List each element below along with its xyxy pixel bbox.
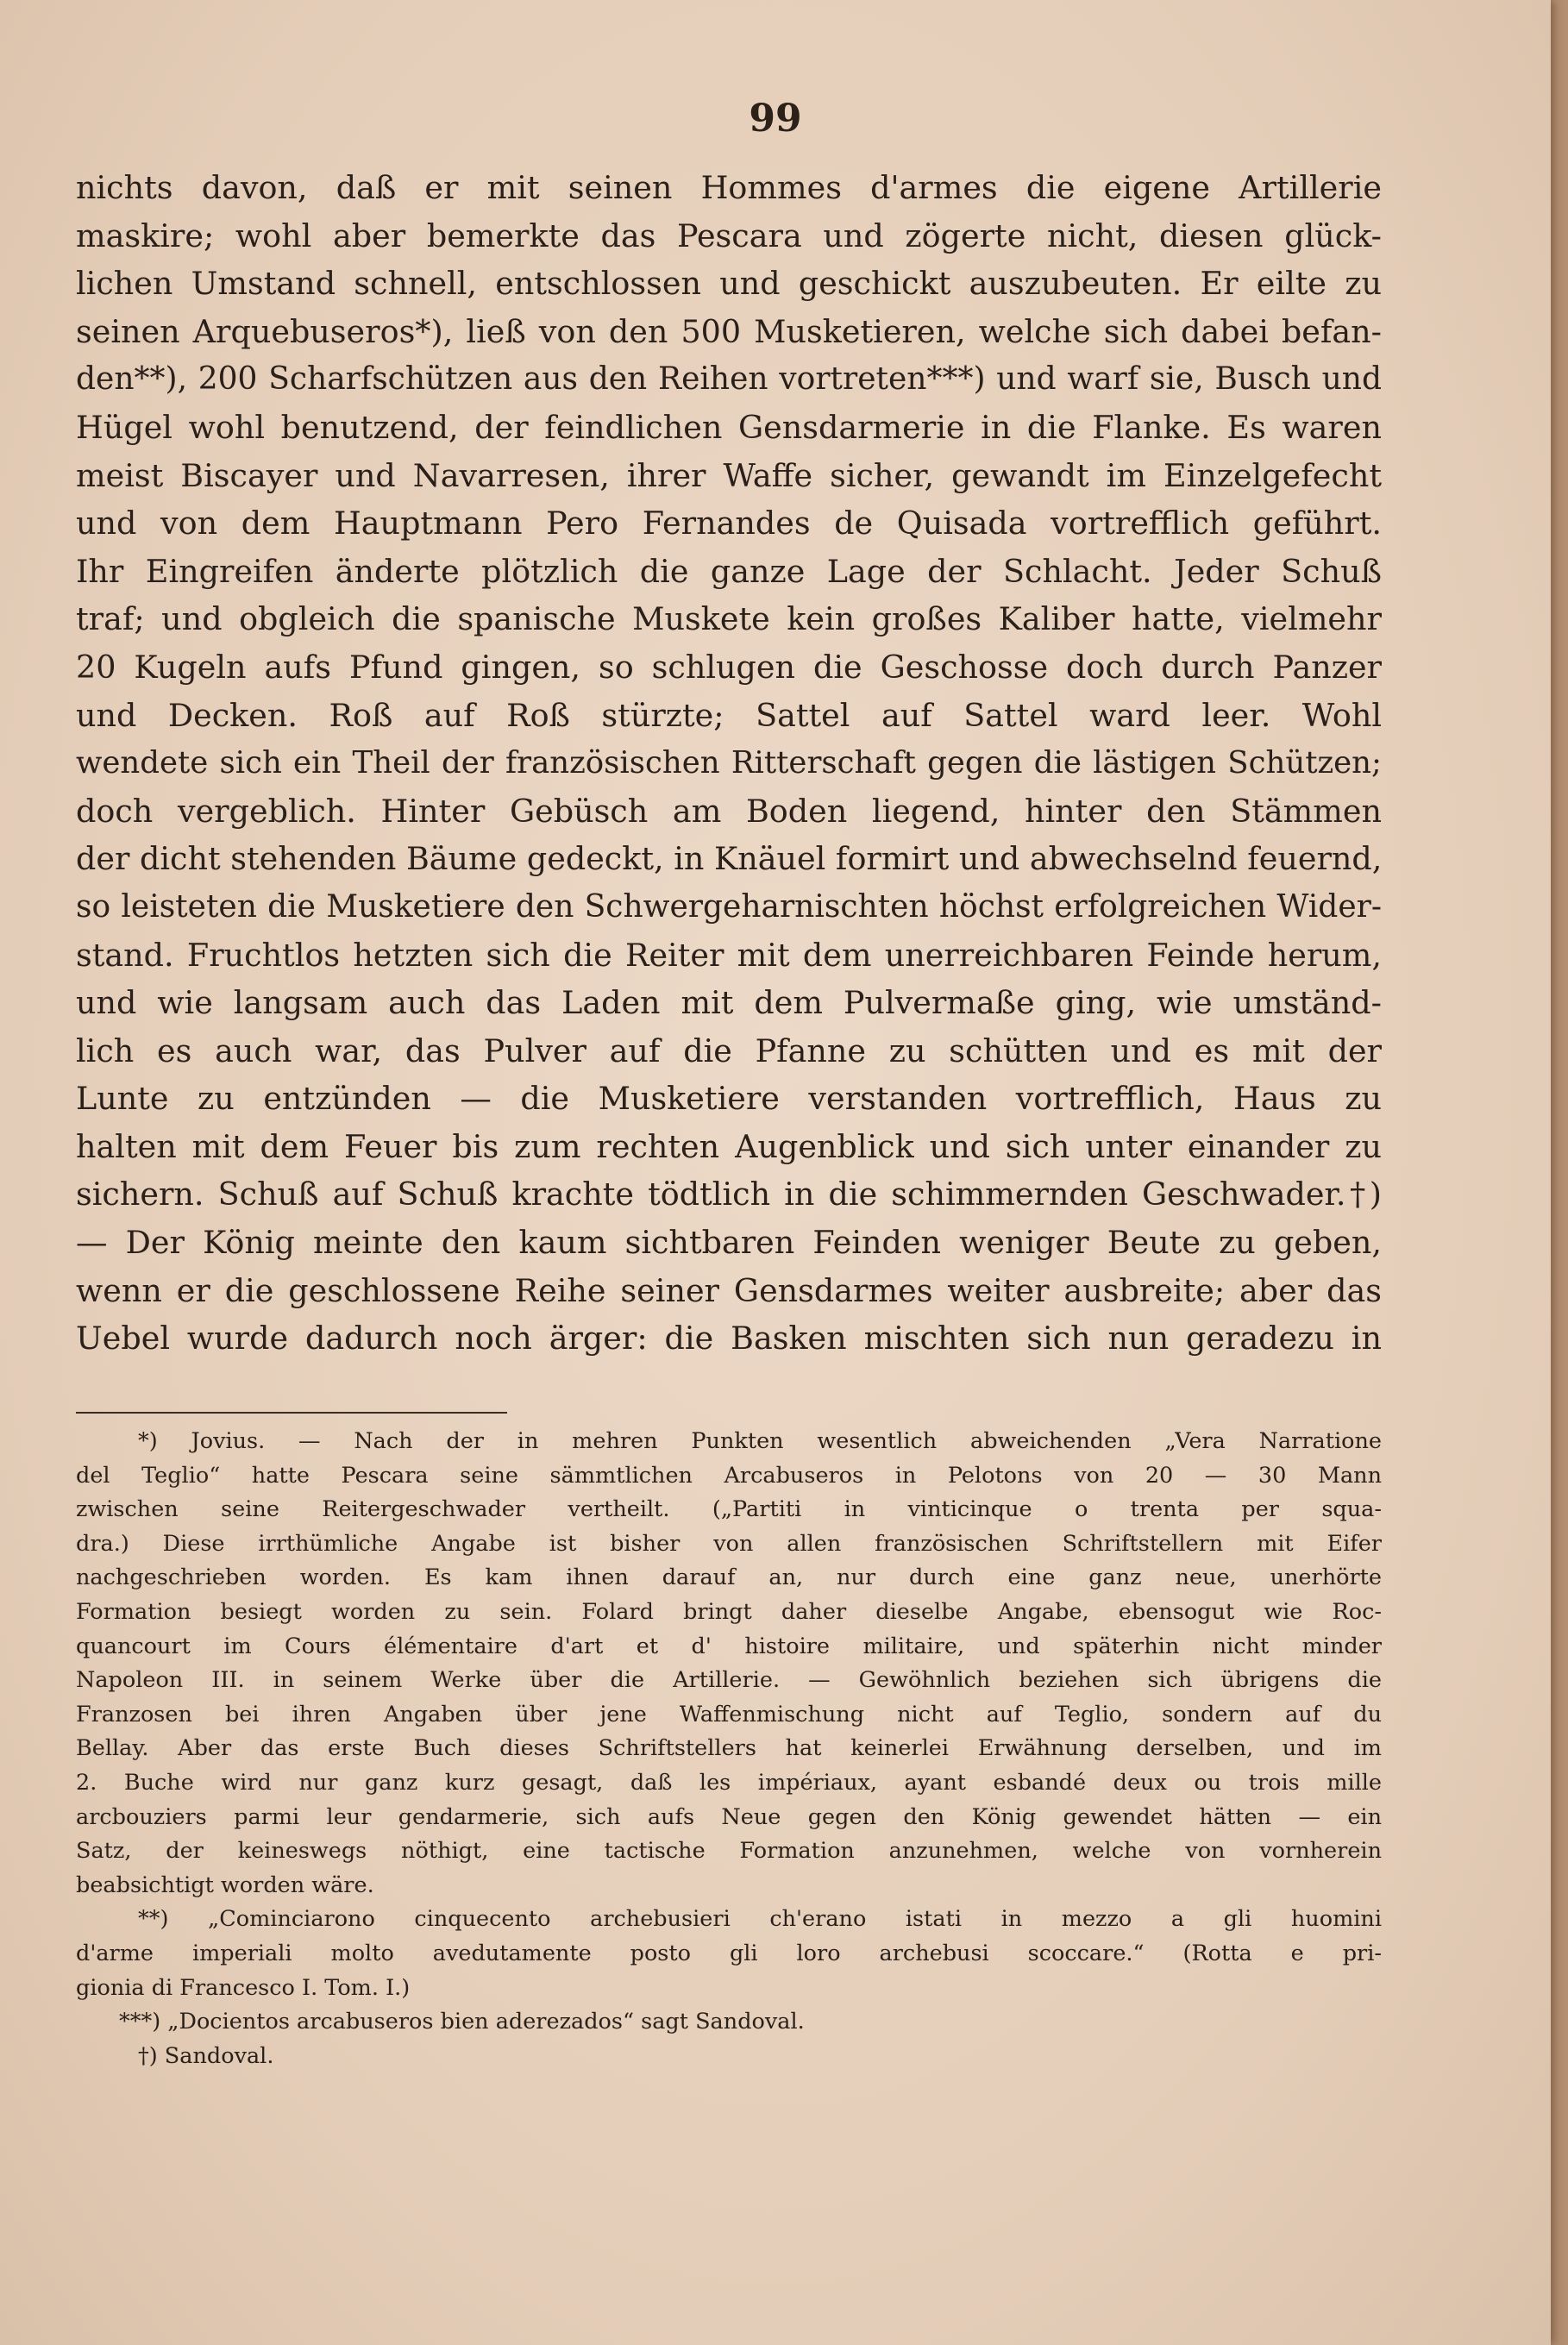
text-line: halten mit dem Feuer bis zum rechten Augenblick und sich unter einander zu bbox=[76, 1127, 1382, 1165]
footnotes bbox=[76, 1425, 1382, 2073]
text-line: der dicht stehenden Bäume gedeckt, in Knäuel formirt und abwechselnd feuernd, bbox=[76, 840, 1382, 878]
text-line: doch vergeblich. Hinter Gebüsch am Boden liegend, hinter den Stämmen bbox=[76, 792, 1382, 830]
text-line: sichern. Schuß auf Schuß krachte tödtlich in die schimmernden Geschwader.†) bbox=[76, 1176, 1382, 1213]
footnote-line: del Teglio“ hatte Pescara seine sämmtlichen Arcabuseros in Pelotons von 20 — 30 Mann bbox=[76, 1462, 1382, 1489]
footnote-line: quancourt im Cours élémentaire d'art et d' histoire militaire, und späterhin nicht minder bbox=[76, 1633, 1382, 1659]
footnote-line: ***) „Docientos arcabuseros bien aderezados“ sagt Sandoval. bbox=[119, 2009, 805, 2035]
footnote-line: †) Sandoval. bbox=[138, 2042, 274, 2069]
text-line: und wie langsam auch das Laden mit dem Pulvermaße ging, wie umständ- bbox=[76, 984, 1382, 1022]
footnote-line: **) „Cominciarono cinquecento archebusieri ch'erano istati in mezzo a gli huomini bbox=[138, 1906, 1382, 1933]
text-line: traf; und obgleich die spanische Muskete kein großes Kaliber hatte, vielmehr bbox=[76, 600, 1382, 638]
text-line: wendete sich ein Theil der französischen Ritterschaft gegen die lästigen Schützen; bbox=[76, 745, 1382, 781]
text-line: seinen Arquebuseros*), ließ von den 500 Musketieren, welche sich dabei befan- bbox=[76, 312, 1382, 350]
text-line: Lunte zu entzünden — die Musketiere verstanden vortrefflich, Haus zu bbox=[76, 1080, 1382, 1118]
main-text-body bbox=[76, 164, 1382, 1363]
page-number: 99 bbox=[749, 97, 802, 141]
footnote-line: arcbouziers parmi leur gendarmerie, sich aufs Neue gegen den König gewendet hätten — ein bbox=[76, 1803, 1382, 1830]
footnote-line: gionia di Francesco I. Tom. I.) bbox=[76, 1974, 411, 2001]
text-line: Ihr Eingreifen änderte plötzlich die ganze Lage der Schlacht. Jeder Schuß bbox=[76, 552, 1382, 590]
text-line: 20 Kugeln aufs Pfund gingen, so schlugen die Geschosse doch durch Panzer bbox=[76, 648, 1382, 686]
footnote-line: nachgeschrieben worden. Es kam ihnen darauf an, nur durch eine ganz neue, unerhörte bbox=[76, 1564, 1382, 1591]
text-line: maskire; wohl aber bemerkte das Pescara und zögerte nicht, diesen glück- bbox=[76, 216, 1382, 254]
text-line: lich es auch war, das Pulver auf die Pfanne zu schütten und es mit der bbox=[76, 1031, 1382, 1069]
footnote-line: d'arme imperiali molto avedutamente posto gli loro archebusi scoccare.“ (Rotta e pri- bbox=[76, 1940, 1382, 1966]
footnote-line: zwischen seine Reitergeschwader vertheilt. („Partiti in vinticinque o trenta per squa- bbox=[76, 1496, 1382, 1523]
footnote-line: Napoleon III. in seinem Werke über die Artillerie. — Gewöhnlich beziehen sich übrigens die bbox=[76, 1667, 1382, 1694]
text-line: und von dem Hauptmann Pero Fernandes de Quisada vortrefflich geführt. bbox=[76, 505, 1382, 542]
footnote-separator bbox=[76, 1412, 507, 1414]
text-line: nichts davon, daß er mit seinen Hommes d'armes die eigene Artillerie bbox=[76, 169, 1382, 206]
text-line: — Der König meinte den kaum sichtbaren Feinden weniger Beute zu geben, bbox=[76, 1224, 1382, 1262]
text-line: und Decken. Roß auf Roß stürzte; Sattel auf Sattel ward leer. Wohl bbox=[76, 696, 1382, 734]
footnote-line: 2. Buche wird nur ganz kurz gesagt, daß les impériaux, ayant esbandé deux ou trois mille bbox=[76, 1769, 1382, 1796]
footnote-line: Satz, der keineswegs nöthigt, eine tactische Formation anzunehmen, welche von vornherein bbox=[76, 1838, 1382, 1865]
footnote-line: Bellay. Aber das erste Buch dieses Schriftstellers hat keinerlei Erwähnung derselben, und im bbox=[76, 1735, 1382, 1762]
footnote-line: *) Jovius. — Nach der in mehren Punkten wesentlich abweichenden „Vera Narratione bbox=[138, 1428, 1382, 1454]
text-line: den**), 200 Scharfschützen aus den Reihen vortreten***) und warf sie, Busch und bbox=[76, 361, 1382, 398]
text-line: meist Biscayer und Navarresen, ihrer Waffe sicher, gewandt im Einzelgefecht bbox=[76, 456, 1382, 494]
footnote-line: Formation besiegt worden zu sein. Folard bringt daher dieselbe Angabe, ebensogut wie Roc- bbox=[76, 1598, 1382, 1625]
text-line: Uebel wurde dadurch noch ärger: die Basken mischten sich nun geradezu in bbox=[76, 1320, 1382, 1357]
text-line: stand. Fruchtlos hetzten sich die Reiter mit dem unerreichbaren Feinde herum, bbox=[76, 936, 1382, 974]
text-line: lichen Umstand schnell, entschlossen und geschickt auszubeuten. Er eilte zu bbox=[76, 265, 1382, 303]
footnote-line: beabsichtigt worden wäre. bbox=[76, 1872, 374, 1898]
footnote-line: Franzosen bei ihren Angaben über jene Waffenmischung nicht auf Teglio, sondern auf du bbox=[76, 1701, 1382, 1727]
footnote-line: dra.) Diese irrthümliche Angabe ist bisher von allen französischen Schriftstellern mit Eifer bbox=[76, 1530, 1382, 1557]
text-line: Hügel wohl benutzend, der feindlichen Gensdarmerie in die Flanke. Es waren bbox=[76, 408, 1382, 446]
text-line: so leisteten die Musketiere den Schwergeharnischten höchst erfolgreichen Wider- bbox=[76, 888, 1382, 925]
text-line: wenn er die geschlossene Reihe seiner Gensdarmes weiter ausbreite; aber das bbox=[76, 1271, 1382, 1309]
